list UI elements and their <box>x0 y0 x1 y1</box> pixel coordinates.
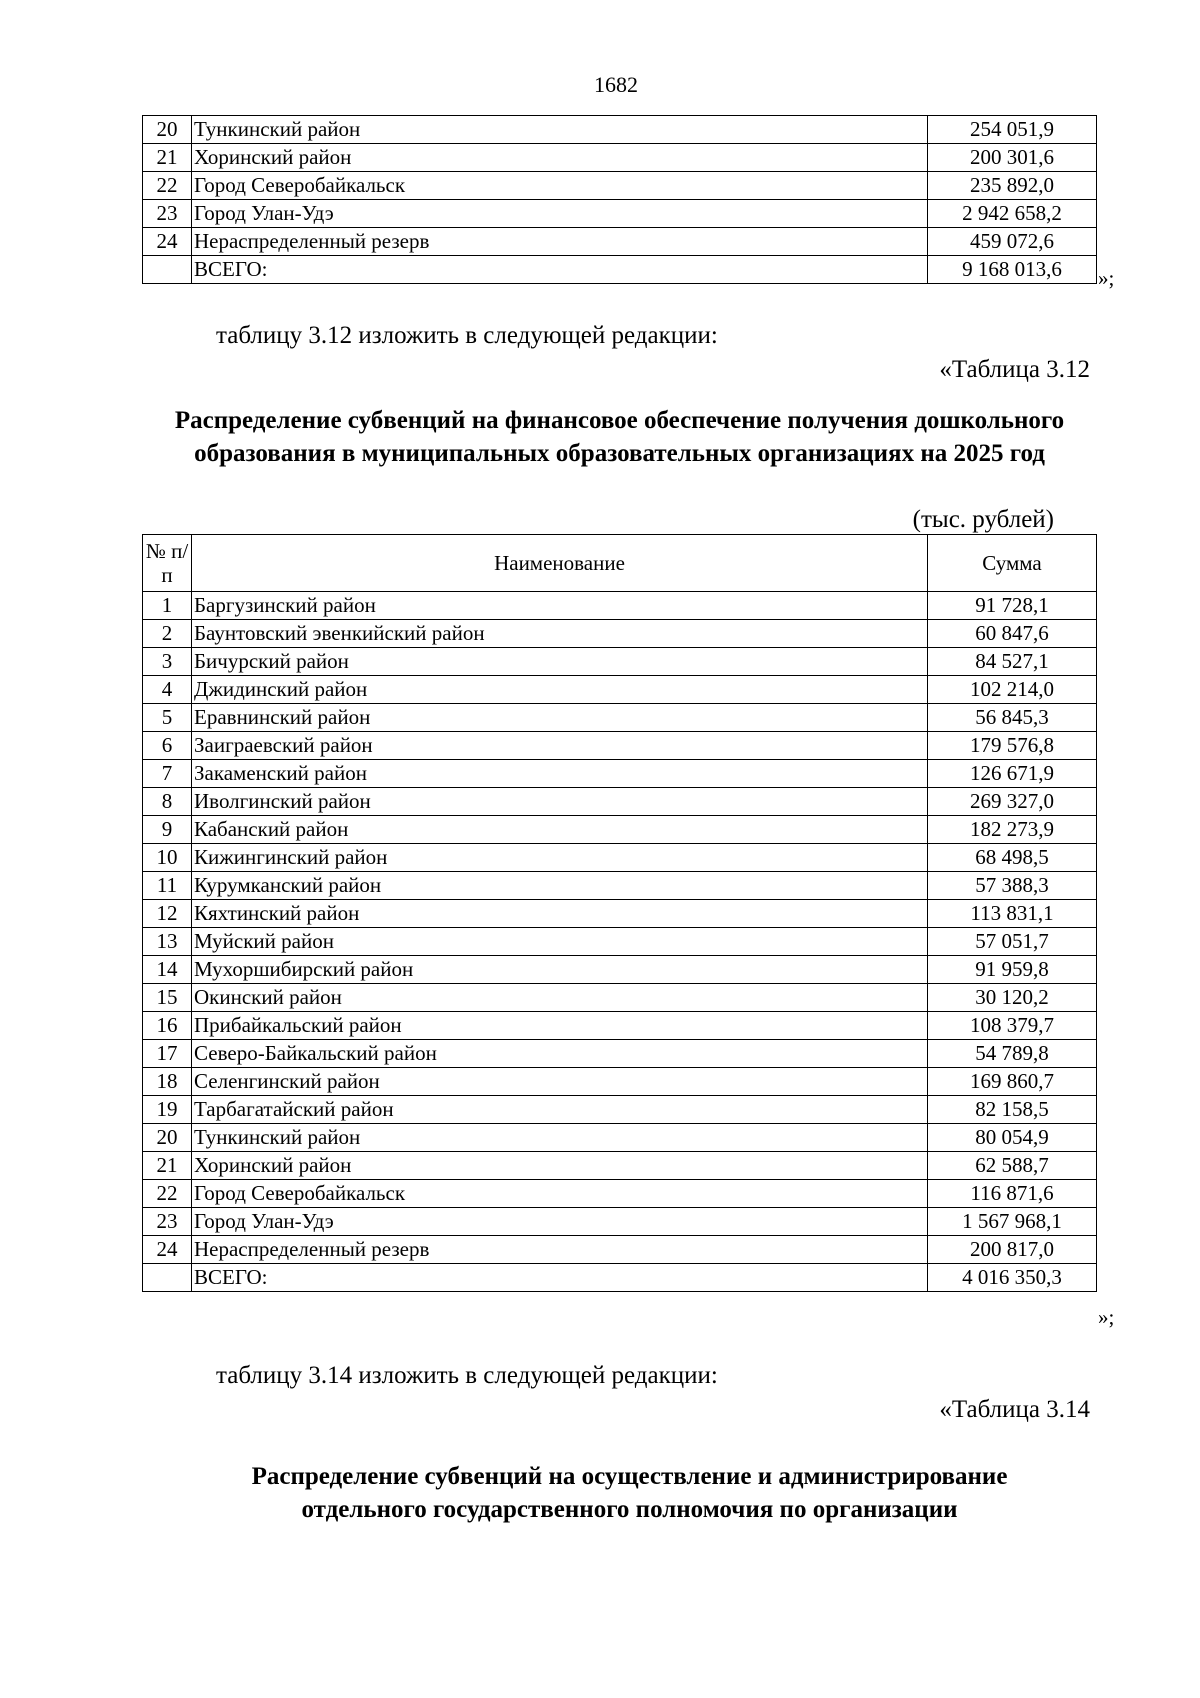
amendment-text-3-12: таблицу 3.12 изложить в следующей редакции: <box>216 322 718 349</box>
row-sum: 57 388,3 <box>928 872 1097 900</box>
row-name: Город Северобайкальск <box>192 1180 928 1208</box>
row-number: 4 <box>143 676 192 704</box>
row-sum: 82 158,5 <box>928 1096 1097 1124</box>
row-number: 5 <box>143 704 192 732</box>
row-sum: 269 327,0 <box>928 788 1097 816</box>
row-sum: 200 817,0 <box>928 1236 1097 1264</box>
row-number: 8 <box>143 788 192 816</box>
table-row <box>143 144 1097 172</box>
row-name: Иволгинский район <box>192 788 928 816</box>
table-row <box>143 1236 1097 1264</box>
row-sum: 126 671,9 <box>928 760 1097 788</box>
row-name: Город Улан-Удэ <box>192 200 928 228</box>
row-name: Кабанский район <box>192 816 928 844</box>
row-name: Баргузинский район <box>192 592 928 620</box>
row-number: 20 <box>143 1124 192 1152</box>
row-name: Закаменский район <box>192 760 928 788</box>
row-sum: 91 728,1 <box>928 592 1097 620</box>
row-name: Заиграевский район <box>192 732 928 760</box>
row-sum: 91 959,8 <box>928 956 1097 984</box>
table-closing-mark: »; <box>1098 1305 1115 1329</box>
row-sum: 68 498,5 <box>928 844 1097 872</box>
row-number: 17 <box>143 1040 192 1068</box>
row-number: 9 <box>143 816 192 844</box>
row-name: Еравнинский район <box>192 704 928 732</box>
row-number: 2 <box>143 620 192 648</box>
table-row <box>143 956 1097 984</box>
row-name: Нераспределенный резерв <box>192 228 928 256</box>
header-number: № п/п <box>143 535 192 592</box>
table-row <box>143 788 1097 816</box>
table-row <box>143 200 1097 228</box>
table-row <box>143 872 1097 900</box>
row-name: Северо-Байкальский район <box>192 1040 928 1068</box>
table-title-3-12: Распределение субвенций на финансовое обеспечение получения дошкольного образования в муниципальных образовательных организациях на 2025 год <box>174 407 1065 467</box>
table-row <box>143 1152 1097 1180</box>
table-row <box>143 844 1097 872</box>
page-number: 1682 <box>594 72 638 97</box>
table-row <box>143 592 1097 620</box>
total-row <box>143 1264 1097 1292</box>
row-sum: 116 871,6 <box>928 1180 1097 1208</box>
row-name: Кижингинский район <box>192 844 928 872</box>
row-sum: 2 942 658,2 <box>928 200 1097 228</box>
row-name: Хоринский район <box>192 144 928 172</box>
row-sum: 235 892,0 <box>928 172 1097 200</box>
row-sum: 54 789,8 <box>928 1040 1097 1068</box>
table-row <box>143 732 1097 760</box>
row-sum: 200 301,6 <box>928 144 1097 172</box>
row-name: Тункинский район <box>192 116 928 144</box>
row-number: 22 <box>143 172 192 200</box>
row-number: 23 <box>143 1208 192 1236</box>
table-row <box>143 760 1097 788</box>
total-number <box>143 256 192 284</box>
table-row <box>143 1124 1097 1152</box>
row-sum: 30 120,2 <box>928 984 1097 1012</box>
total-row <box>143 256 1097 284</box>
row-number: 20 <box>143 116 192 144</box>
row-number: 12 <box>143 900 192 928</box>
total-label: ВСЕГО: <box>192 1264 928 1292</box>
row-sum: 169 860,7 <box>928 1068 1097 1096</box>
row-number: 21 <box>143 144 192 172</box>
table-row <box>143 1180 1097 1208</box>
row-number: 13 <box>143 928 192 956</box>
table-row <box>143 648 1097 676</box>
row-number: 3 <box>143 648 192 676</box>
total-label: ВСЕГО: <box>192 256 928 284</box>
row-number: 23 <box>143 200 192 228</box>
table-header-row <box>143 535 1097 592</box>
row-sum: 57 051,7 <box>928 928 1097 956</box>
title-line-1: Распределение субвенций на осуществление и администрирование <box>251 1463 1008 1490</box>
row-name: Окинский район <box>192 984 928 1012</box>
row-sum: 1 567 968,1 <box>928 1208 1097 1236</box>
table-row <box>143 620 1097 648</box>
total-sum: 4 016 350,3 <box>928 1264 1097 1292</box>
row-name: Бичурский район <box>192 648 928 676</box>
table-row <box>143 1040 1097 1068</box>
table-row <box>143 172 1097 200</box>
table-row <box>143 1208 1097 1236</box>
row-number: 14 <box>143 956 192 984</box>
row-sum: 60 847,6 <box>928 620 1097 648</box>
row-name: Селенгинский район <box>192 1068 928 1096</box>
table-closing-mark: »; <box>1098 266 1115 290</box>
row-name: Кяхтинский район <box>192 900 928 928</box>
row-name: Джидинский район <box>192 676 928 704</box>
header-name: Наименование <box>192 535 928 592</box>
table-row <box>143 984 1097 1012</box>
table-row <box>143 1068 1097 1096</box>
row-name: Прибайкальский район <box>192 1012 928 1040</box>
table-row <box>143 704 1097 732</box>
row-sum: 254 051,9 <box>928 116 1097 144</box>
row-number: 10 <box>143 844 192 872</box>
row-name: Баунтовский эвенкийский район <box>192 620 928 648</box>
row-number: 1 <box>143 592 192 620</box>
row-sum: 108 379,7 <box>928 1012 1097 1040</box>
units-label: (тыс. рублей) <box>912 506 1054 533</box>
table-row <box>143 116 1097 144</box>
title-line-2: отдельного государственного полномочия по организации <box>301 1496 958 1523</box>
row-number: 16 <box>143 1012 192 1040</box>
row-sum: 84 527,1 <box>928 648 1097 676</box>
continued-table <box>142 115 1097 284</box>
row-sum: 62 588,7 <box>928 1152 1097 1180</box>
table-3-12 <box>142 534 1097 1292</box>
row-number: 24 <box>143 1236 192 1264</box>
row-number: 21 <box>143 1152 192 1180</box>
row-sum: 113 831,1 <box>928 900 1097 928</box>
row-name: Тарбагатайский район <box>192 1096 928 1124</box>
total-number <box>143 1264 192 1292</box>
row-number: 18 <box>143 1068 192 1096</box>
row-number: 24 <box>143 228 192 256</box>
row-sum: 80 054,9 <box>928 1124 1097 1152</box>
table-row <box>143 228 1097 256</box>
row-sum: 56 845,3 <box>928 704 1097 732</box>
row-name: Хоринский район <box>192 1152 928 1180</box>
row-number: 22 <box>143 1180 192 1208</box>
table-title-3-14 <box>152 1460 1107 1526</box>
row-name: Город Северобайкальск <box>192 172 928 200</box>
row-number: 11 <box>143 872 192 900</box>
row-name: Мухоршибирский район <box>192 956 928 984</box>
row-number: 7 <box>143 760 192 788</box>
row-name: Город Улан-Удэ <box>192 1208 928 1236</box>
header-sum: Сумма <box>928 535 1097 592</box>
amendment-text-3-14: таблицу 3.14 изложить в следующей редакции: <box>216 1362 718 1389</box>
table-row <box>143 816 1097 844</box>
total-sum: 9 168 013,6 <box>928 256 1097 284</box>
row-sum: 179 576,8 <box>928 732 1097 760</box>
table-row <box>143 1012 1097 1040</box>
table-row <box>143 676 1097 704</box>
row-sum: 182 273,9 <box>928 816 1097 844</box>
row-number: 15 <box>143 984 192 1012</box>
table-ref-3-12: «Таблица 3.12 <box>939 356 1090 383</box>
row-number: 19 <box>143 1096 192 1124</box>
table-ref-3-14: «Таблица 3.14 <box>939 1396 1090 1423</box>
row-name: Муйский район <box>192 928 928 956</box>
row-sum: 102 214,0 <box>928 676 1097 704</box>
table-row <box>143 928 1097 956</box>
table-row <box>143 900 1097 928</box>
row-sum: 459 072,6 <box>928 228 1097 256</box>
row-name: Нераспределенный резерв <box>192 1236 928 1264</box>
row-name: Курумканский район <box>192 872 928 900</box>
table-row <box>143 1096 1097 1124</box>
row-number: 6 <box>143 732 192 760</box>
row-name: Тункинский район <box>192 1124 928 1152</box>
